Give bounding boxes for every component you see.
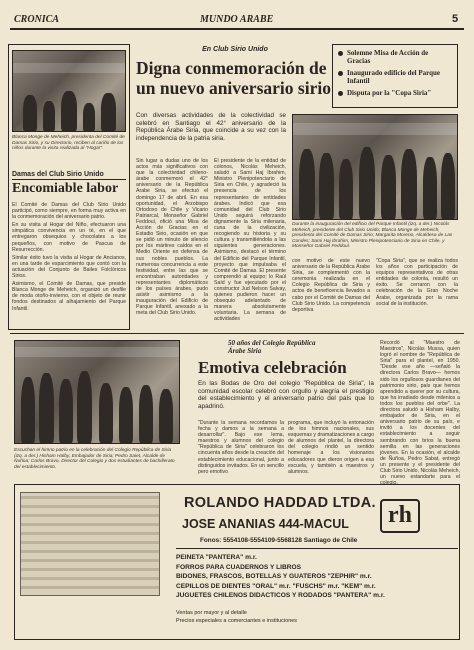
inauguration-photo-caption: Durante la inauguración del edificio del Parque Infantil (izq. a der.) Nicolás Meheich, presidente del Club Sirio Unido; Blanca Monge de Meheich, presidenta del Comité de Damas Sirio; Margarita Moreno, Alcaldesa de Las Condes; Sami Haj Ibrahim, Ministro Plenipotenciario de Siria en Chile, y Monseñor Gabriel Feddoul. (292, 222, 453, 250)
ad-product: PEINETA "PANTERA" m.r. (176, 554, 257, 561)
ad-company-name: ROLANDO HADDAD LTDA. (184, 495, 376, 511)
ad-phones: Fonos: 5554108-5554109-5568128 Santiago de Chile (200, 537, 358, 544)
school-story-kicker: 50 años del Colegio República Árabe Siria (228, 339, 316, 355)
ad-product-list (176, 553, 460, 601)
main-story-column-1: Sin lugar a dudas uno de los actos más significativos con que la colectividad chileno-árabe conmemoró el 42° aniversario de la República Árabe Siria, se efectuó el domingo 17 de abril. En esa oportunidad, el Arzobispo Ortodoxo de Chile y Vicario Patriarcal, Monseñor Gabriel Feddoul, ofició una Misa de Acción de Gracias en el Estadio Sirio, ocasión en que se pidió un minuto de silencio por los mártires caídos en el Medio Oriente en defensa de sus nobles pueblos. La numerosa concurrencia a este festividad, entre las que se encontraban autoridades y representantes diplomáticos de los países árabes, pudo asistir asimismo a la inauguración del Edificio de Parque Infantil, anexado a la meta del Club Sirio Unido. (136, 158, 208, 317)
side-story-title: Encomiable labor (12, 181, 119, 196)
school-story-column-1: "Durante la semana recordamos la fecha y damos a la semana a desarrollar". Bajo ese lema, maestros y alumnos del colegio "República de Siria" celebraron los cincuenta años desde la creación del establecimiento educacional, junto a distinguidos invitados. En un sencillo pero emotivo (198, 420, 284, 475)
school-photo-caption: Escuchan el himno patrio en la celebración del Colegio República de Siria (izq. a der.) Hisham Halby, Embajador de Siria; Pedro Saiet, Alcalde de Ñuñoa; Carlos Bravo, Director del Colegio y dos estudiantes de bachillerato del establecimiento. (14, 448, 175, 470)
header-rule (10, 28, 464, 30)
side-story-kicker: Damas del Club Sirio Unido (12, 171, 126, 180)
ad-product-photo (20, 492, 160, 596)
main-story-lead: Con diversas actividades de la colectividad se celebró en Santiago el 42° aniversario de la República Árabe Siria, que coincide a su vez con la independencia de la patria siria. (136, 112, 286, 142)
side-paragraph: En su visita al Hogar del Niño, efectuaron una simpática convivencia en un té, en el que entregaron obsequios y chocolates a los pequeños, con motivo de Pascua de Resurrección. (12, 222, 126, 253)
main-story-title: Digna conmemoración de un nuevo aniversario sirio (136, 58, 331, 98)
ad-divider (176, 548, 458, 549)
highlight-item: Solemne Misa de Acción de Gracias (338, 49, 452, 65)
ad-product: BIDONES, FRASCOS, BOTELLAS Y GUATEROS "ZEPHIR" m.r. (176, 573, 372, 581)
ad-product: JUGUETES CHILENOS DIDACTICOS Y RODADOS "PANTERA" m.r. (176, 592, 385, 600)
school-story-column-3: Recordó al "Maestro de Maestros", Nicolás Mussa, quien logró el nombre de "República de Siria" para el plantel, en 1950. "Desde ese año —señaló la directora Carlos Bravo— hemos sido los orgullosos guardianes del patrimonio sirio, país que hemos aprendido a querer por su cultura, que ha irradiado desde milenios a todos los pueblos del orbe". La directora saludó a Hisham Halby, embajador de Siria, en el aniversario patrio de su país, e invitó a los docentes del establecimiento a seguir sembrando con brios la buena semilla en las generaciones jóvenes. En la ocasión, el alcalde de Ñuñoa, Pedro Sabat, entregó un presente y el presidente del Club Sirio Unido, Nicolás Meheich, un nuevo estandarte para el colegio. (380, 340, 460, 487)
school-photo (14, 340, 180, 444)
damas-photo (12, 50, 126, 132)
main-story-column-4: "Copa Siria", que se realiza todos los años con participación de equipos representativos de otras entidades de colonia, resultó un éxito. Se cerraron con la celebración de la Gran Noche Árabe, organizada por la rama social de la institución. (376, 258, 458, 307)
side-paragraph: Asimismo, el Comité de Damas, que preside Blanca Monge de Meheich, organizó un desfile de moda otoño-invierno, con el objeto de reunir fondos destinados al alhajamiento del Parque Infantil. (12, 281, 126, 312)
side-paragraph: El Comité de Damas del Club Sirio Unido participó, como siempre, en forma muy activa en la conmemoración del aniversario patrio. (12, 202, 126, 221)
school-story-lead: En las Bodas de Oro del colegio "República de Siria", la comunidad escolar celebró con orgullo y alegría el prestigio del establecimiento y el aniversario patrio del país que lo apadrinó. (198, 380, 374, 410)
school-story-title: Emotiva celebración (198, 358, 347, 377)
ad-product: FORROS PARA CUADERNOS Y LIBROS (176, 563, 302, 571)
section-name: CRONICA (14, 14, 60, 25)
side-paragraph: Similar éxito tuvo la visita al Hogar de Ancianos, en una tarde de esparcimiento que contó con la actuación del Conjunto de Bailes Folclóricos Sirios. (12, 254, 126, 280)
highlight-item: Disputa por la "Copa Siria" (338, 89, 452, 97)
ad-footer-prices: Precios especiales a comerciantes e instituciones (176, 618, 298, 624)
section-divider (10, 333, 464, 334)
school-story-column-2: programa, que incluyó la entonación de los himnos nacionales, sus esquemas y dramatizaciones a cargo de alumnos del plantel, la directora del colegio rindió un sentido homenaje a los visionarios educadores que dieron origen a esa escuela, y también a maestros y alumnos. (288, 420, 374, 475)
ad-footer-sales: Ventas por mayor y al detalle (176, 610, 247, 616)
highlights-box (332, 44, 458, 108)
ad-address: JOSE ANANIAS 444-MACUL (182, 517, 349, 531)
main-story-column-2: El presidente de la entidad de colonos, Nicolás Meheich, saludó a Sami Haj Ibrahim, Ministro Plenipotenciario de Siria en Chile, y agradeció la presencia de los representantes de entidades árabes. Indicó que esa comunidad del Club Sirio Unido seguirá reforzando dignamente la Siria milenaria, cuna de la civilización, recogiendo su historia y su cultura y transmitiéndola a las siguientes generaciones. Asimismo, destacó el término del Edificio del Parque Infantil, proyecto que impulsaba el Comité de Damas. El presente comprendió al equipo; lo Raúl Saíd y fue ejecutado por el constructor Jud Nelson Salvay, quienes pudieron hacer un obsequio adelantado de manera absolutamente voluntaria. La semana de actividades (214, 158, 286, 323)
main-story-kicker: En Club Sirio Unido (202, 46, 268, 53)
damas-photo-caption: Blanca Monge de Meheich, presidenta del Comité de Damas Sirio, y su Directorio, reciben al cariño de los niños durante la visita realizada al "Hogar". (12, 135, 125, 152)
ad-product: CEPILLOS DE DIENTES "ORAL" m.r. "FUSCHS" m.r. "KEM" m.r. (176, 582, 376, 590)
highlight-item: Inaugurado edificio del Parque Infantil (338, 69, 452, 85)
main-story-column-3: con motivo de este nuevo aniversario de la República Árabe Siria, se complementó con la ceremonia realizada en el Colegio República de Siria y actos de beneficencia llevados a cabo por el Comité de Damas del Club Sirio Unido. La competencia deportiva (292, 258, 370, 313)
side-story-body (12, 202, 126, 312)
page-number: 5 (452, 13, 459, 25)
inauguration-photo (292, 114, 458, 220)
publication-name: MUNDO ARABE (200, 14, 274, 25)
ad-logo: rh (380, 499, 420, 533)
